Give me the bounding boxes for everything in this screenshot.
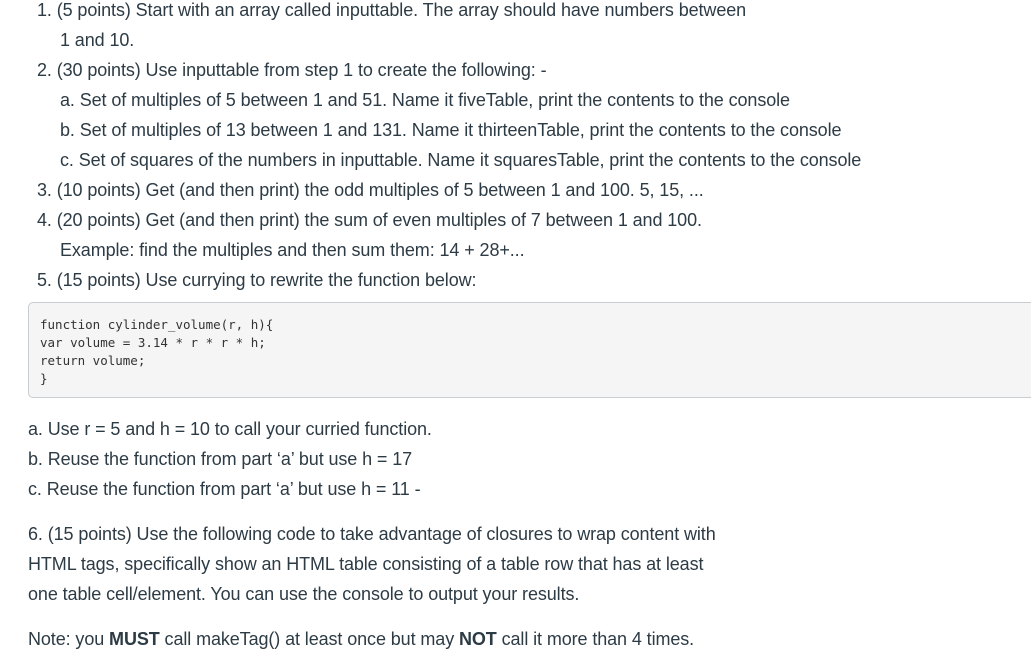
- q2c-line: c. Set of squares of the numbers in inputtable. Name it squaresTable, print the contents to the console: [60, 150, 862, 170]
- q6-line-3: one table cell/element. You can use the console to output your results.: [28, 584, 580, 604]
- q1-line-2: 1 and 10.: [60, 30, 135, 50]
- q5a-line: a. Use r = 5 and h = 10 to call your curried function.: [28, 419, 432, 439]
- code-line-2: var volume = 3.14 * r * r * h;: [40, 335, 266, 350]
- note-prefix: Note: you: [28, 629, 110, 649]
- q1-line-1: 1. (5 points) Start with an array called inputtable. The array should have numbers between: [37, 0, 747, 20]
- note-middle: call makeTag() at least once but may: [159, 629, 459, 649]
- code-line-4: }: [40, 371, 48, 386]
- q5b-line: b. Reuse the function from part ‘a’ but use h = 17: [28, 449, 413, 469]
- note-must: MUST: [109, 629, 160, 649]
- q5c-line: c. Reuse the function from part ‘a’ but use h = 11 -: [28, 479, 421, 499]
- q5-line: 5. (15 points) Use currying to rewrite the function below:: [37, 270, 477, 290]
- q4-example-line: Example: find the multiples and then sum them: 14 + 28+...: [60, 240, 525, 260]
- q6-line-2: HTML tags, specifically show an HTML table consisting of a table row that has at least: [28, 554, 704, 574]
- note-not: NOT: [459, 629, 497, 649]
- q6-line-1: 6. (15 points) Use the following code to take advantage of closures to wrap content with: [28, 524, 716, 544]
- q3-line: 3. (10 points) Get (and then print) the odd multiples of 5 between 1 and 100. 5, 15, ...: [37, 180, 704, 200]
- note-line: [28, 628, 694, 650]
- q2b-line: b. Set of multiples of 13 between 1 and 131. Name it thirteenTable, print the contents to the console: [60, 120, 842, 140]
- q2-line: 2. (30 points) Use inputtable from step 1 to create the following: -: [37, 60, 547, 80]
- q2a-line: a. Set of multiples of 5 between 1 and 51. Name it fiveTable, print the contents to the console: [60, 90, 790, 110]
- q4-line: 4. (20 points) Get (and then print) the sum of even multiples of 7 between 1 and 100.: [37, 210, 702, 230]
- note-suffix: call it more than 4 times.: [496, 629, 695, 649]
- code-line-3: return volume;: [40, 353, 146, 368]
- code-block: [28, 302, 1031, 398]
- code-line-1: function cylinder_volume(r, h){: [40, 317, 274, 332]
